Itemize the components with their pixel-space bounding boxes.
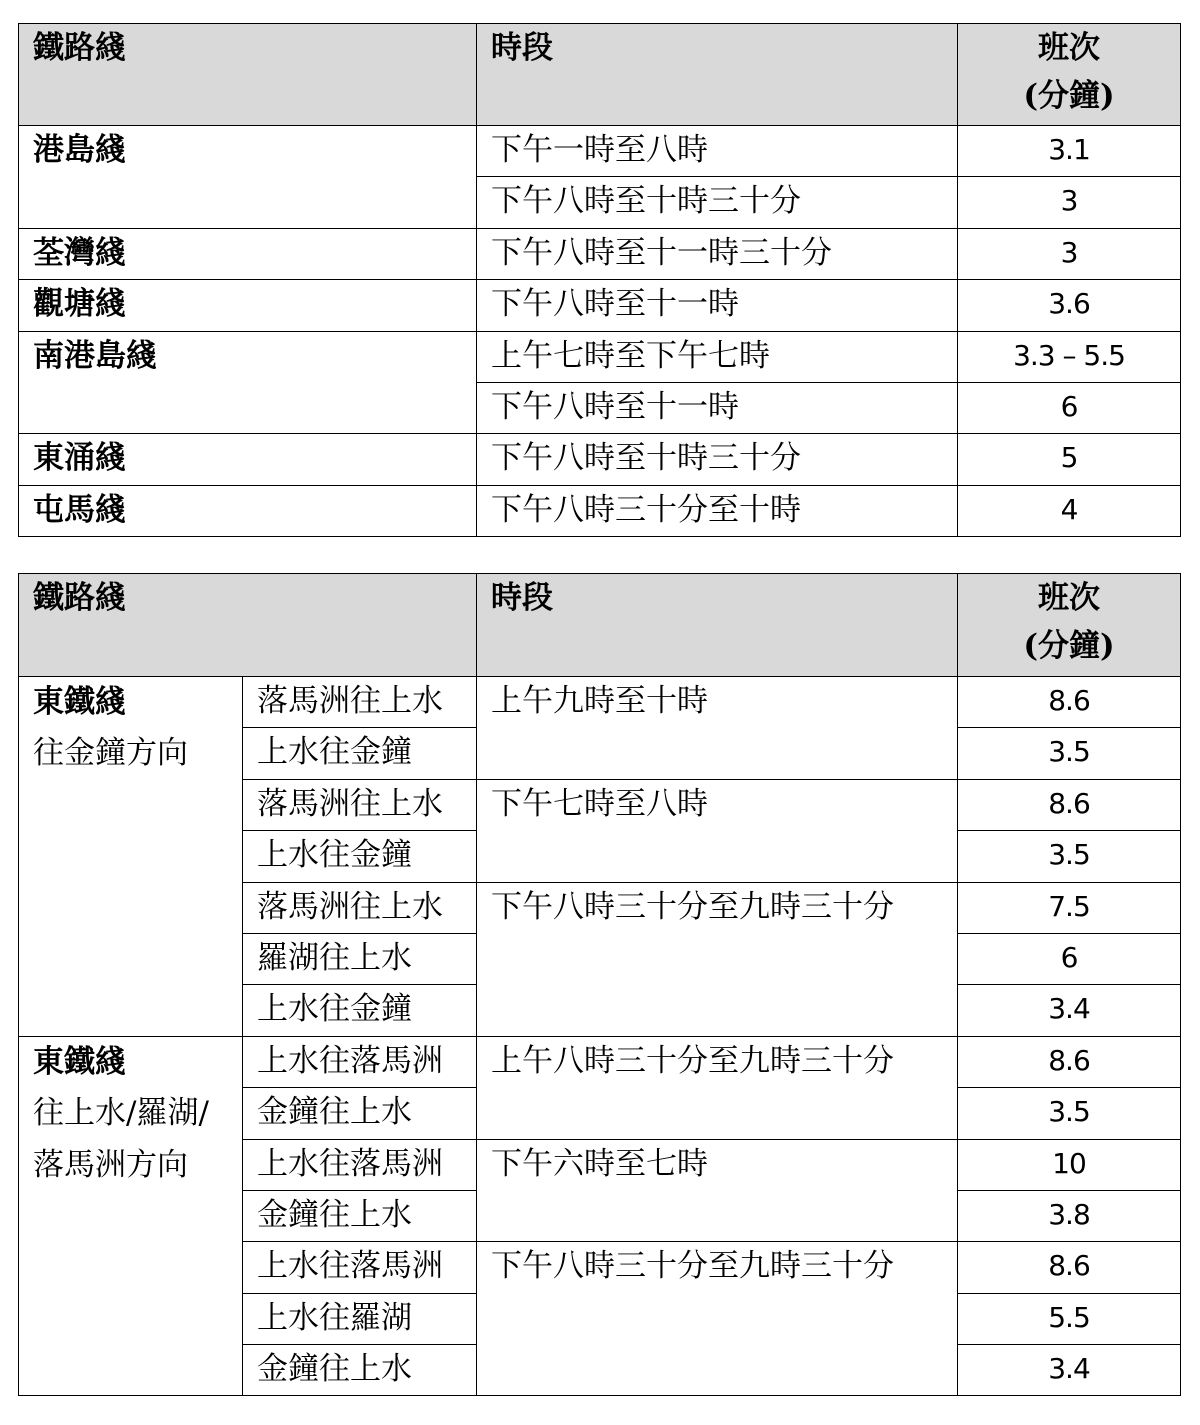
frequency-cell: 3.1 bbox=[958, 126, 1181, 177]
table-row bbox=[19, 434, 1181, 485]
period-cell: 下午八時至十時三十分 bbox=[477, 177, 958, 228]
frequency-cell: 6 bbox=[958, 382, 1181, 433]
period-cell: 上午九時至十時 bbox=[477, 677, 958, 780]
frequency-cell: 3 bbox=[958, 177, 1181, 228]
route-cell: 羅湖往上水 bbox=[243, 933, 477, 984]
table-row bbox=[19, 280, 1181, 331]
frequency-cell: 8.6 bbox=[958, 779, 1181, 830]
route-cell: 落馬洲往上水 bbox=[243, 882, 477, 933]
frequency-cell: 5 bbox=[958, 434, 1181, 485]
line-direction-cell: 東鐵綫 往金鐘方向 bbox=[19, 677, 243, 1037]
route-cell: 上水往羅湖 bbox=[243, 1293, 477, 1344]
period-cell: 下午八時至十一時三十分 bbox=[477, 228, 958, 279]
header-frequency: 班次 (分鐘) bbox=[958, 24, 1181, 126]
route-cell: 金鐘往上水 bbox=[243, 1345, 477, 1396]
frequency-cell: 8.6 bbox=[958, 1242, 1181, 1293]
frequency-cell: 3.4 bbox=[958, 985, 1181, 1036]
route-cell: 上水往金鐘 bbox=[243, 985, 477, 1036]
route-cell: 金鐘往上水 bbox=[243, 1190, 477, 1241]
route-cell: 上水往金鐘 bbox=[243, 831, 477, 882]
frequency-cell: 3 bbox=[958, 228, 1181, 279]
table-row bbox=[19, 1036, 1181, 1087]
table-row bbox=[19, 126, 1181, 177]
period-cell: 上午八時三十分至九時三十分 bbox=[477, 1036, 958, 1139]
header-frequency: 班次 (分鐘) bbox=[958, 574, 1181, 677]
frequency-cell: 5.5 bbox=[958, 1293, 1181, 1344]
header-period: 時段 bbox=[477, 24, 958, 126]
period-cell: 下午八時至十時三十分 bbox=[477, 434, 958, 485]
frequency-cell: 6 bbox=[958, 933, 1181, 984]
route-cell: 落馬洲往上水 bbox=[243, 779, 477, 830]
route-cell: 金鐘往上水 bbox=[243, 1088, 477, 1139]
header-line: 鐵路綫 bbox=[19, 574, 477, 677]
line-name-cell: 屯馬綫 bbox=[19, 485, 477, 536]
table-row bbox=[19, 485, 1181, 536]
header-line: 鐵路綫 bbox=[19, 24, 477, 126]
train-frequency-table-2 bbox=[18, 573, 1181, 1396]
period-cell: 下午八時至十一時 bbox=[477, 280, 958, 331]
line-name-cell: 港島綫 bbox=[19, 126, 477, 229]
frequency-cell: 10 bbox=[958, 1139, 1181, 1190]
route-cell: 上水往落馬洲 bbox=[243, 1242, 477, 1293]
line-name-cell: 荃灣綫 bbox=[19, 228, 477, 279]
table-row bbox=[19, 228, 1181, 279]
header-period: 時段 bbox=[477, 574, 958, 677]
table-row bbox=[19, 677, 1181, 728]
period-cell: 下午八時至十一時 bbox=[477, 382, 958, 433]
frequency-cell: 3.8 bbox=[958, 1190, 1181, 1241]
frequency-cell: 3.4 bbox=[958, 1345, 1181, 1396]
route-cell: 上水往金鐘 bbox=[243, 728, 477, 779]
train-frequency-table-1 bbox=[18, 23, 1181, 537]
period-cell: 下午七時至八時 bbox=[477, 779, 958, 882]
period-cell: 下午八時三十分至十時 bbox=[477, 485, 958, 536]
route-cell: 上水往落馬洲 bbox=[243, 1036, 477, 1087]
frequency-cell: 3.5 bbox=[958, 831, 1181, 882]
period-cell: 下午八時三十分至九時三十分 bbox=[477, 1242, 958, 1396]
frequency-cell: 4 bbox=[958, 485, 1181, 536]
table-header-row bbox=[19, 24, 1181, 126]
line-direction-cell: 東鐵綫 往上水/羅湖/ 落馬洲方向 bbox=[19, 1036, 243, 1396]
frequency-cell: 8.6 bbox=[958, 1036, 1181, 1087]
frequency-cell: 3.3 – 5.5 bbox=[958, 331, 1181, 382]
line-name-cell: 觀塘綫 bbox=[19, 280, 477, 331]
period-cell: 上午七時至下午七時 bbox=[477, 331, 958, 382]
table-header-row bbox=[19, 574, 1181, 677]
period-cell: 下午一時至八時 bbox=[477, 126, 958, 177]
route-cell: 落馬洲往上水 bbox=[243, 677, 477, 728]
line-name-cell: 南港島綫 bbox=[19, 331, 477, 434]
table-row bbox=[19, 331, 1181, 382]
frequency-cell: 8.6 bbox=[958, 677, 1181, 728]
frequency-cell: 3.6 bbox=[958, 280, 1181, 331]
line-name-cell: 東涌綫 bbox=[19, 434, 477, 485]
frequency-cell: 3.5 bbox=[958, 1088, 1181, 1139]
route-cell: 上水往落馬洲 bbox=[243, 1139, 477, 1190]
period-cell: 下午六時至七時 bbox=[477, 1139, 958, 1242]
frequency-cell: 3.5 bbox=[958, 728, 1181, 779]
frequency-cell: 7.5 bbox=[958, 882, 1181, 933]
period-cell: 下午八時三十分至九時三十分 bbox=[477, 882, 958, 1036]
